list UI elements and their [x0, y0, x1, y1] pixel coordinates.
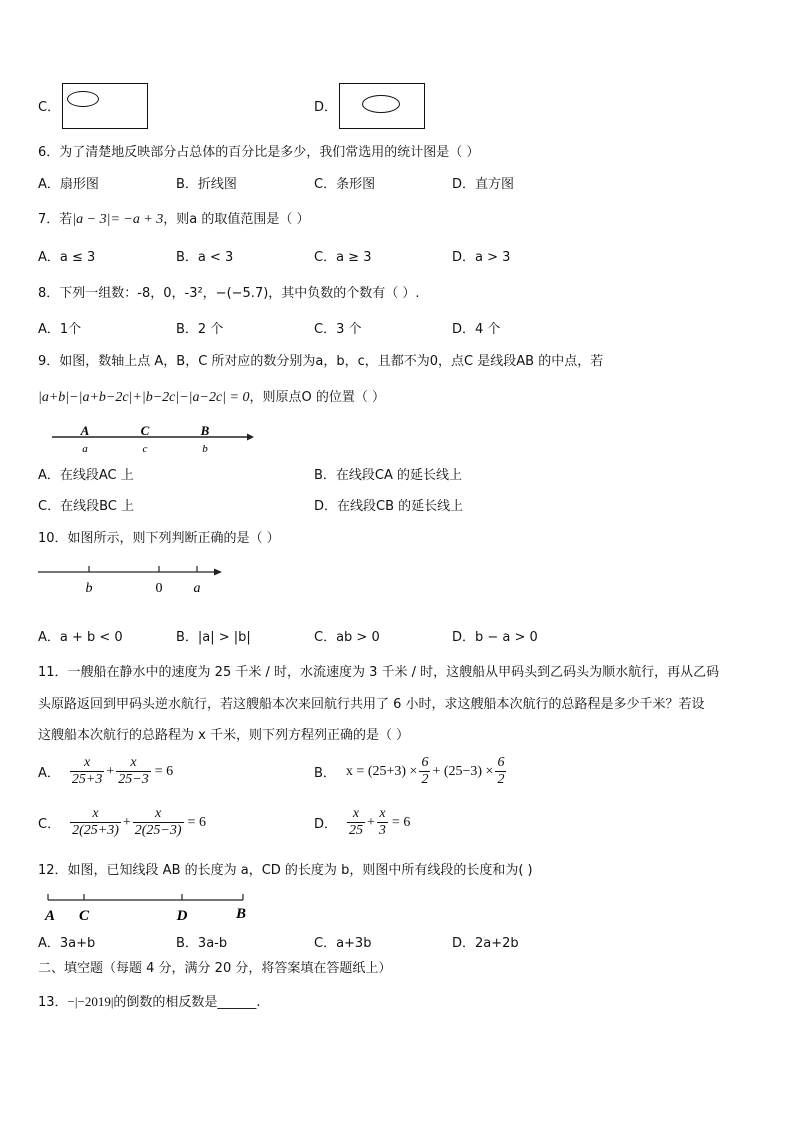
q11-c-fraction-2: [133, 806, 184, 839]
q10-option-c: C．ab > 0: [314, 630, 380, 645]
q11-b-pre: x = (25+3) ×: [345, 763, 418, 779]
q9-option-d: D．在线段CB 的延长线上: [314, 499, 464, 514]
q9-stem-line1: 9．如图，数轴上点 A，B，C 所对应的数分别为a，b，c，且都不为0，点C 是线段AB 的中点，若: [38, 354, 604, 369]
q11-stem-line1: 11．一艘船在静水中的速度为 25 千米 / 时，水流速度为 3 千米 / 时，这艘船从甲码头到乙码头为顺水航行，再从乙码: [38, 665, 720, 680]
q11-b-den-1: 2: [421, 772, 429, 787]
q11-d-den-1: 25: [349, 823, 364, 838]
q9-option-c: C．在线段BC 上: [38, 499, 134, 514]
q6-option-c: C．条形图: [314, 177, 376, 192]
q11-d-fraction-2: [377, 806, 388, 839]
q11-c-rhs: = 6: [187, 814, 206, 830]
q9-value-a: a: [82, 443, 88, 455]
q12-label-b: B: [235, 906, 247, 922]
q13-stem: [38, 993, 261, 1012]
q11-option-a-label: A．: [38, 766, 60, 781]
q5-option-d-oval: [362, 95, 400, 113]
q11-d-den-2: 3: [378, 823, 386, 838]
q11-b-fraction-2: [495, 755, 506, 788]
q9-number-line: [48, 420, 258, 460]
q9-option-b: B．在线段CA 的延长线上: [314, 468, 463, 483]
q10-option-a: A．a + b < 0: [38, 630, 123, 645]
q9-value-c: c: [142, 443, 148, 455]
q11-a-fraction-1: [70, 755, 104, 788]
q11-option-d-label: D．: [314, 817, 338, 832]
q10-option-b: B．|a| > |b|: [176, 630, 251, 645]
q10-number-line: [36, 560, 226, 600]
q6-option-a: A．扇形图: [38, 177, 99, 192]
q11-c-den-2: 2(25−3): [134, 823, 182, 838]
q11-option-b: [314, 755, 506, 788]
q12-option-d: D．2a+2b: [452, 936, 519, 951]
q5-option-c-label: C．: [38, 100, 61, 115]
section-title-fill-in-blank: 二、填空题（每题 4 分，满分 20 分，将答案填在答题纸上）: [38, 961, 392, 976]
q7-option-a: A．a ≤ 3: [38, 250, 96, 265]
q11-a-num-2: x: [116, 755, 150, 772]
q10-stem: 10．如图所示，则下列判断正确的是（ ）: [38, 531, 280, 546]
q7-abs-expression: |a − 3|: [72, 212, 111, 227]
q7-equation-rhs: = −a + 3: [110, 212, 164, 227]
q12-stem: 12．如图，已知线段 AB 的长度为 a，CD 的长度为 b，则图中所有线段的长度和为( ): [38, 863, 533, 878]
q11-option-c: C． $\frac{x}{2(25+3)}$ + $\frac{x}{2(25-3)}$ = 6: [38, 806, 206, 838]
q11-b-fraction-1: [419, 755, 430, 788]
q11-d-num-2: x: [377, 806, 388, 823]
q9-condition-expression: |a+b|−|a+b−2c|+|b−2c|−|a−2c| = 0: [38, 390, 250, 405]
q9-point-a: A: [80, 423, 90, 438]
q12-label-c: C: [78, 908, 90, 924]
q11-stem-line3: 这艘船本次航行的总路程为 x 千米，则下列方程列正确的是（ ）: [38, 728, 410, 743]
q13-expression: −|−2019|: [67, 994, 114, 1009]
q11-b-num-2: 6: [497, 755, 505, 770]
q10-label-b: b: [85, 581, 93, 596]
q11-d-fraction-1: [347, 806, 365, 839]
q12-label-a: A: [44, 908, 56, 924]
q12-segment-figure: [40, 890, 255, 926]
q7-stem: [38, 211, 310, 229]
q7-stem-suffix: ，则a 的取值范围是（ ）: [163, 212, 310, 227]
q7-option-b: B．a < 3: [176, 250, 234, 265]
q11-a-num-1: x: [70, 755, 104, 772]
q11-c-num-2: x: [133, 806, 184, 823]
q7-option-c: C．a ≥ 3: [314, 250, 372, 265]
q10-option-d: D．b − a > 0: [452, 630, 538, 645]
q12-option-c: C．a+3b: [314, 936, 372, 951]
q10-label-a: a: [193, 581, 201, 596]
q11-b-num-1: 6: [421, 755, 429, 770]
q5-option-d-label: D．: [314, 100, 338, 115]
q6-option-d: D．直方图: [452, 177, 515, 192]
q8-option-b: B．2 个: [176, 322, 224, 337]
q12-option-a: A．3a+b: [38, 936, 96, 951]
q6-stem: 6．为了清楚地反映部分占总体的百分比是多少，我们常选用的统计图是（ ）: [38, 145, 480, 160]
q11-a-den-1: 25+3: [71, 772, 103, 787]
q11-stem-line2: 头原路返回到甲码头逆水航行，若这艘船本次来回航行共用了 6 小时，求这艘船本次航行的总路程是多少千米？若设: [38, 697, 705, 712]
q9-point-c: C: [140, 423, 150, 438]
q9-stem-line2: [38, 389, 385, 407]
q7-stem-prefix: 7．若: [38, 212, 73, 227]
q12-label-d: D: [176, 908, 188, 924]
q9-option-a: A．在线段AC 上: [38, 468, 134, 483]
q11-a-fraction-2: [116, 755, 150, 788]
q11-b-den-2: 2: [497, 772, 505, 787]
q6-option-b: B．折线图: [176, 177, 237, 192]
q5-option-d-rectangle: [339, 83, 425, 129]
q11-a-rhs: = 6: [154, 763, 174, 779]
q12-option-b: B．3a-b: [176, 936, 228, 951]
q11-c-num-1: x: [70, 806, 121, 823]
q8-option-c: C．3 个: [314, 322, 362, 337]
q8-option-a: A．1个: [38, 322, 82, 337]
q10-label-zero: 0: [155, 581, 163, 596]
q8-option-d: D．4 个: [452, 322, 501, 337]
q11-b-mid: + (25−3) ×: [432, 763, 494, 779]
q8-stem: 8．下列一组数：-8，0，-3²，−(−5.7)，其中负数的个数有（ ）.: [38, 286, 420, 301]
q5-option-c-oval: [67, 91, 99, 107]
q11-option-c-label: C．: [38, 817, 61, 832]
q13-prefix: 13．: [38, 995, 68, 1010]
q11-d-rhs: = 6: [391, 814, 411, 830]
q11-c-den-1: 2(25+3): [72, 823, 119, 838]
q11-option-d: D． $\frac{x}{25}$ + $\frac{x}{3}$ = 6: [314, 806, 411, 838]
q11-option-b-label: B．: [314, 766, 336, 781]
q9-stem-line2-suffix: ，则原点O 的位置（ ）: [249, 390, 385, 405]
q11-d-num-1: x: [347, 806, 365, 823]
q7-option-d: D．a > 3: [452, 250, 511, 265]
q10-axis-arrow: [214, 569, 222, 576]
q11-option-a: A． $\frac{x}{25+3}$ + $\frac{x}{25-3}$ = 6: [38, 755, 174, 787]
q11-a-den-2: 25−3: [118, 772, 149, 787]
q9-value-b: b: [202, 443, 208, 455]
q9-point-b: B: [200, 423, 210, 438]
q9-axis-arrow: [247, 434, 254, 441]
q11-c-fraction-1: [70, 806, 121, 839]
q13-suffix: 的倒数的相反数是______.: [113, 995, 261, 1010]
q5-option-c-rectangle: [62, 83, 148, 129]
